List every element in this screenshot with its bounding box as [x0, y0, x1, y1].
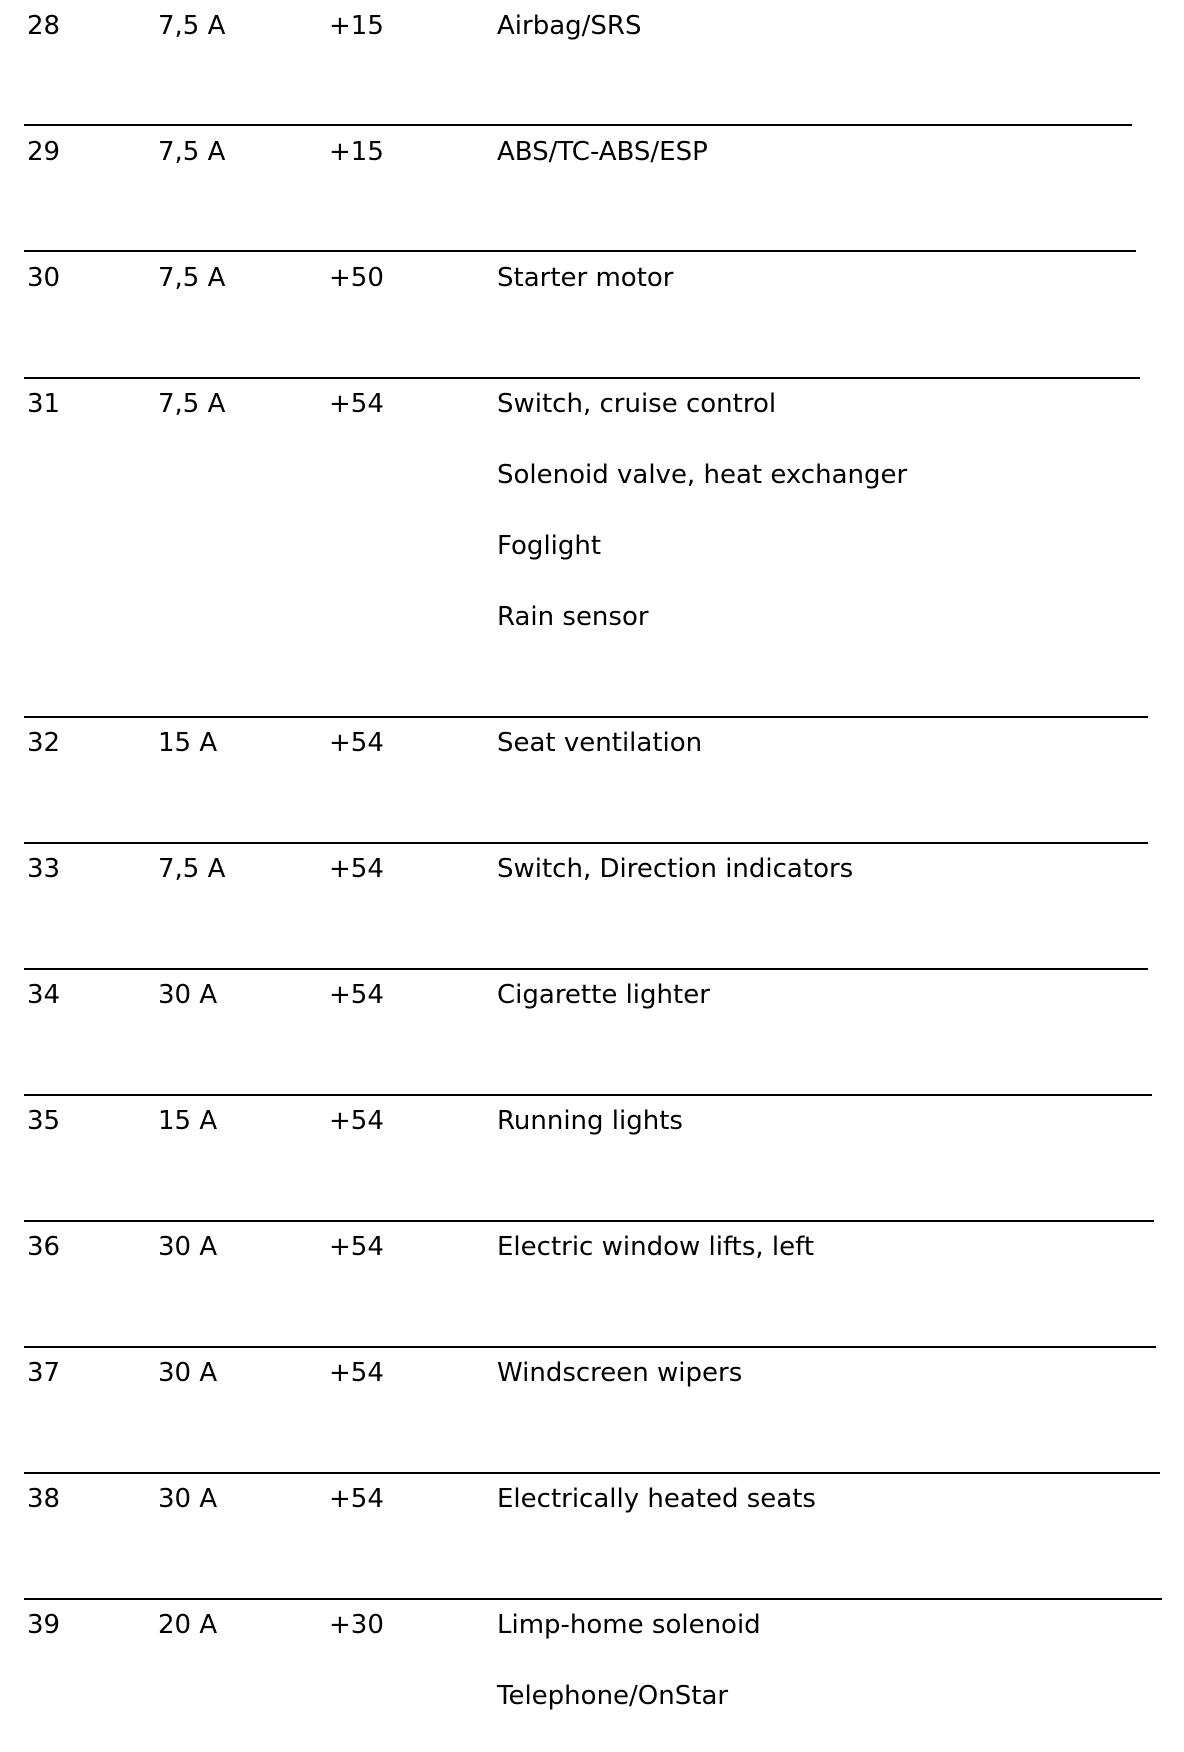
fuse-terminal: +54 — [329, 980, 384, 1010]
row-divider — [24, 377, 1140, 379]
fuse-amperage: 7,5 A — [158, 389, 226, 419]
fuse-terminal: +15 — [329, 11, 384, 41]
circuit-line: Rain sensor — [497, 602, 649, 632]
circuit-line: Switch, Direction indicators — [497, 854, 854, 884]
fuse-amperage: 7,5 A — [158, 137, 226, 167]
fuse-number: 29 — [27, 137, 61, 167]
fuse-terminal: +30 — [329, 1610, 384, 1640]
circuit-line: Running lights — [497, 1106, 683, 1136]
row-divider — [24, 842, 1148, 844]
fuse-number: 34 — [27, 980, 61, 1010]
circuit-line: Electrically heated seats — [497, 1484, 816, 1514]
row-divider — [24, 1094, 1152, 1096]
circuit-line: ABS/TC-ABS/ESP — [497, 137, 708, 167]
fuse-terminal: +50 — [329, 263, 384, 293]
fuse-amperage: 30 A — [158, 1484, 218, 1514]
fuse-number: 31 — [27, 389, 61, 419]
circuit-line: Seat ventilation — [497, 728, 703, 758]
fuse-terminal: +54 — [329, 728, 384, 758]
circuit-line: Starter motor — [497, 263, 674, 293]
row-divider — [24, 1472, 1160, 1474]
fuse-amperage: 7,5 A — [158, 263, 226, 293]
row-divider — [24, 124, 1132, 126]
fuse-number: 28 — [27, 11, 61, 41]
row-divider — [24, 250, 1136, 252]
fuse-amperage: 15 A — [158, 728, 218, 758]
circuit-line: Cigarette lighter — [497, 980, 710, 1010]
fuse-number: 36 — [27, 1232, 61, 1262]
fuse-number: 30 — [27, 263, 61, 293]
fuse-circuits — [497, 263, 674, 334]
fuse-terminal: +54 — [329, 854, 384, 884]
circuit-line: Limp-home solenoid — [497, 1610, 761, 1640]
fuse-circuits — [497, 1484, 816, 1555]
row-divider — [24, 1598, 1162, 1600]
fuse-amperage: 15 A — [158, 1106, 218, 1136]
fuse-circuits — [497, 854, 853, 925]
circuit-line: Foglight — [497, 531, 602, 561]
fuse-number: 35 — [27, 1106, 61, 1136]
fuse-circuits — [497, 137, 708, 208]
fuse-circuits — [497, 1232, 814, 1303]
fuse-circuits — [497, 1106, 683, 1177]
fuse-number: 32 — [27, 728, 61, 758]
fuse-terminal: +54 — [329, 1484, 384, 1514]
fuse-circuits — [497, 1358, 742, 1429]
row-divider — [24, 968, 1148, 970]
fuse-number: 39 — [27, 1610, 61, 1640]
row-divider — [24, 716, 1148, 718]
fuse-amperage: 7,5 A — [158, 854, 226, 884]
fuse-circuits — [497, 728, 702, 799]
fuse-terminal: +54 — [329, 1232, 384, 1262]
fuse-terminal: +54 — [329, 389, 384, 419]
fuse-number: 33 — [27, 854, 61, 884]
circuit-line: Airbag/SRS — [497, 11, 642, 41]
fuse-number: 37 — [27, 1358, 61, 1388]
row-divider — [24, 1346, 1156, 1348]
row-divider — [24, 1220, 1154, 1222]
fuse-terminal: +54 — [329, 1106, 384, 1136]
fuse-amperage: 30 A — [158, 1232, 218, 1262]
circuit-line: Telephone/OnStar — [497, 1681, 729, 1711]
fuse-amperage: 30 A — [158, 1358, 218, 1388]
fuse-circuits — [497, 11, 641, 82]
fuse-terminal: +54 — [329, 1358, 384, 1388]
circuit-line: Switch, cruise control — [497, 389, 777, 419]
circuit-line: Windscreen wipers — [497, 1358, 743, 1388]
fuse-number: 38 — [27, 1484, 61, 1514]
fuse-amperage: 20 A — [158, 1610, 218, 1640]
fuse-amperage: 30 A — [158, 980, 218, 1010]
circuit-line: Electric window lifts, left — [497, 1232, 815, 1262]
fuse-circuits — [497, 1610, 761, 1752]
fuse-amperage: 7,5 A — [158, 11, 226, 41]
circuit-line: Solenoid valve, heat exchanger — [497, 460, 908, 490]
fuse-circuits — [497, 980, 710, 1051]
fuse-terminal: +15 — [329, 137, 384, 167]
fuse-circuits — [497, 389, 907, 673]
